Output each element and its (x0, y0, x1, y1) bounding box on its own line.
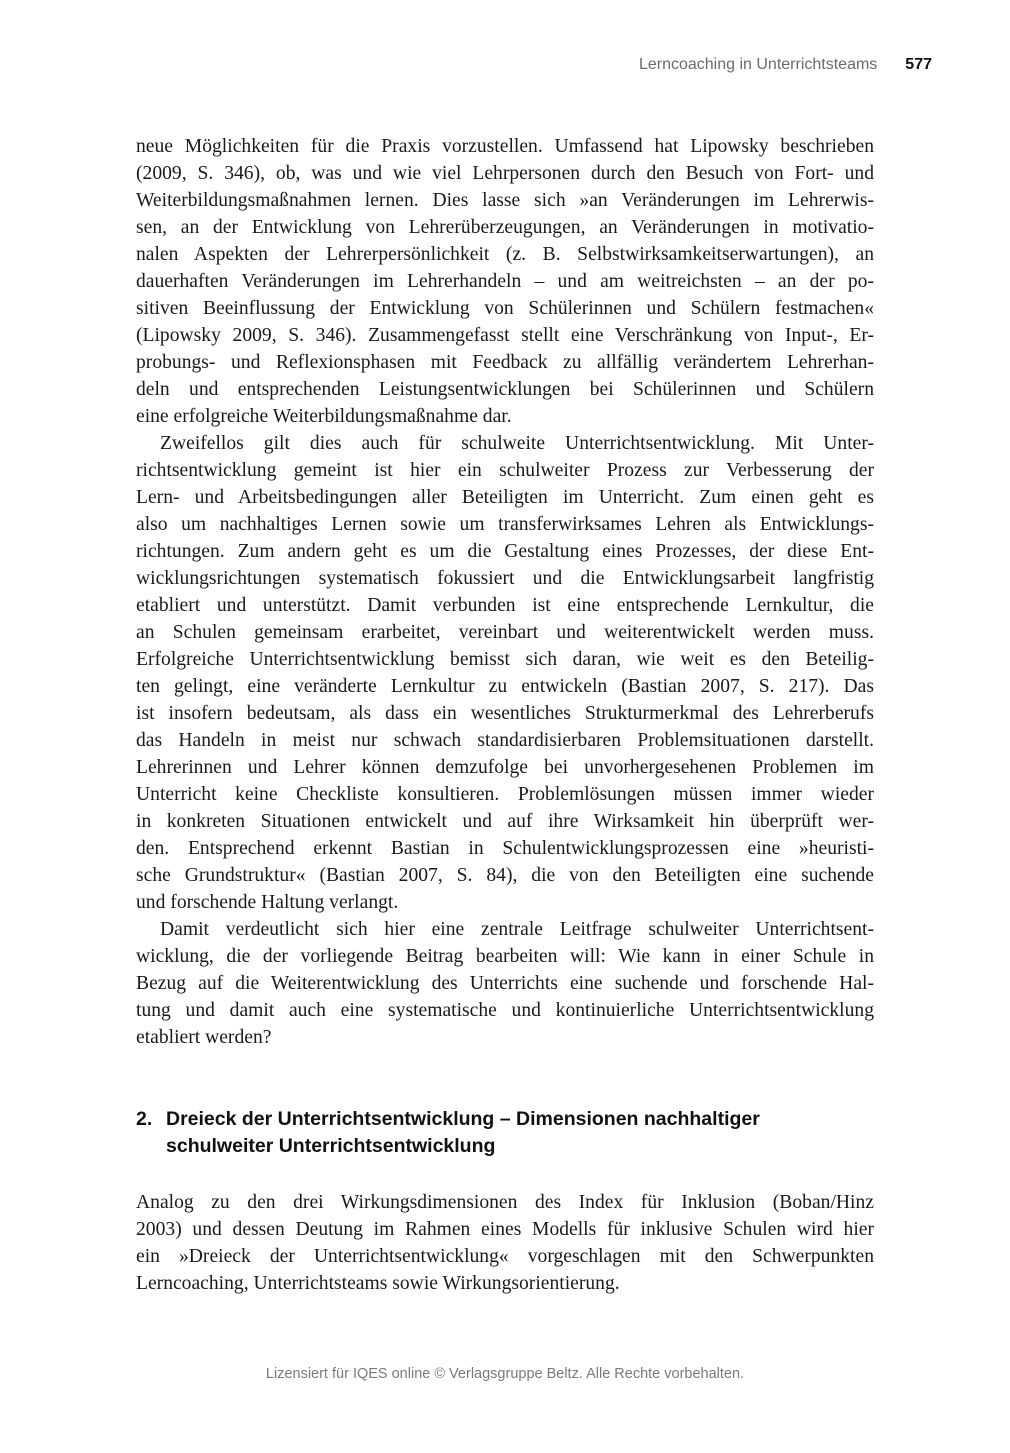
text-line: also um nachhaltiges Lernen sowie um transferwirksames Lehren als Entwicklungs- (136, 514, 874, 535)
text-line: sitiven Beeinflussung der Entwicklung von Schülerinnen und Schülern festmachen« (136, 298, 874, 319)
text-line: ten gelingt, eine veränderte Lernkultur zu entwickeln (Bastian 2007, S. 217). Das (136, 676, 874, 697)
text-line: Bezug auf die Weiterentwicklung des Unterrichts eine suchende und forschende Hal- (136, 973, 874, 994)
section-title-line: schulweiter Unterrichtsentwicklung (166, 1135, 496, 1157)
running-header (639, 56, 932, 74)
text-line: (Lipowsky 2009, S. 346). Zusammengefasst stellt eine Verschränkung von Input-, Er- (136, 325, 874, 346)
text-line: Lerncoaching, Unterrichtsteams sowie Wirkungsorientierung. (136, 1273, 620, 1294)
text-line: Damit verdeutlicht sich hier eine zentrale Leitfrage schulweiter Unterrichtsent- (160, 919, 874, 940)
text-line: wicklungsrichtungen systematisch fokussiert und die Entwicklungsarbeit langfristig (136, 568, 874, 589)
text-line: neue Möglichkeiten für die Praxis vorzustellen. Umfassend hat Lipowsky beschrieben (136, 136, 874, 157)
text-line: Zweifellos gilt dies auch für schulweite Unterrichtsentwicklung. Mit Unter- (160, 433, 874, 454)
text-line: das Handeln in meist nur schwach standardisierbaren Problemsituationen darstellt. (136, 730, 874, 751)
text-line: den. Entsprechend erkennt Bastian in Schulentwicklungsprozessen eine »heuristi- (136, 838, 874, 859)
text-line: Weiterbildungsmaßnahmen lernen. Dies lasse sich »an Veränderungen im Lehrerwis- (136, 190, 874, 211)
text-line: deln und entsprechenden Leistungsentwicklungen bei Schülerinnen und Schülern (136, 379, 874, 400)
text-line: tung und damit auch eine systematische und kontinuierliche Unterrichtsentwicklung (136, 1000, 874, 1021)
text-line: (2009, S. 346), ob, was und wie viel Lehrpersonen durch den Besuch von Fort- und (136, 163, 874, 184)
text-line: ist insofern bedeutsam, als dass ein wesentliches Strukturmerkmal des Lehrerberufs (136, 703, 874, 724)
text-line: Analog zu den drei Wirkungsdimensionen des Index für Inklusion (Boban/Hinz (136, 1192, 874, 1213)
text-line: etabliert werden? (136, 1027, 272, 1048)
text-line: sche Grundstruktur« (Bastian 2007, S. 84), die von den Beteiligten eine suchende (136, 865, 874, 886)
section-title-line: Dreieck der Unterrichtsentwicklung – Dimensionen nachhaltiger (166, 1108, 760, 1130)
text-line: probungs- und Reflexionsphasen mit Feedback zu allfällig verändertem Lehrerhan- (136, 352, 874, 373)
text-line: Lern- und Arbeitsbedingungen aller Beteiligten im Unterricht. Zum einen geht es (136, 487, 874, 508)
text-line: eine erfolgreiche Weiterbildungsmaßnahme dar. (136, 406, 512, 427)
text-line: etabliert und unterstützt. Damit verbunden ist eine entsprechende Lernkultur, die (136, 595, 874, 616)
text-line: sen, an der Entwicklung von Lehrerüberzeugungen, an Veränderungen in motivatio- (136, 217, 874, 238)
license-footer: Lizensiert für IQES online © Verlagsgruppe Beltz. Alle Rechte vorbehalten. (265, 1366, 745, 1382)
text-line: 2003) und dessen Deutung im Rahmen eines Modells für inklusive Schulen wird hier (136, 1219, 874, 1240)
text-line: wicklung, die der vorliegende Beitrag bearbeiten will: Wie kann in einer Schule in (136, 946, 874, 967)
text-line: in konkreten Situationen entwickelt und auf ihre Wirksamkeit hin überprüft wer- (136, 811, 874, 832)
section-number: 2. (136, 1108, 153, 1130)
text-line: dauerhaften Veränderungen im Lehrerhandeln – und am weitreichsten – an der po- (136, 271, 874, 292)
text-line: richtsentwicklung gemeint ist hier ein schulweiter Prozess zur Verbesserung der (136, 460, 874, 481)
text-line: an Schulen gemeinsam erarbeitet, vereinbart und weiterentwickelt werden muss. (136, 622, 874, 643)
text-line: Lehrerinnen und Lehrer können demzufolge bei unvorhergesehenen Problemen im (136, 757, 874, 778)
text-line: Erfolgreiche Unterrichtsentwicklung bemisst sich daran, wie weit es den Beteilig- (136, 649, 874, 670)
running-title: Lerncoaching in Unterrichtsteams (638, 56, 878, 73)
text-line: nalen Aspekten der Lehrerpersönlichkeit (z. B. Selbstwirksamkeitserwartungen), an (136, 244, 874, 265)
text-line: richtungen. Zum andern geht es um die Gestaltung eines Prozesses, der diese Ent- (136, 541, 874, 562)
page-number: 577 (905, 56, 932, 73)
text-line: ein »Dreieck der Unterrichtsentwicklung« vorgeschlagen mit den Schwerpunkten (136, 1246, 874, 1267)
text-line: Unterricht keine Checkliste konsultieren. Problemlösungen müssen immer wieder (136, 784, 874, 805)
text-line: und forschende Haltung verlangt. (136, 892, 399, 913)
